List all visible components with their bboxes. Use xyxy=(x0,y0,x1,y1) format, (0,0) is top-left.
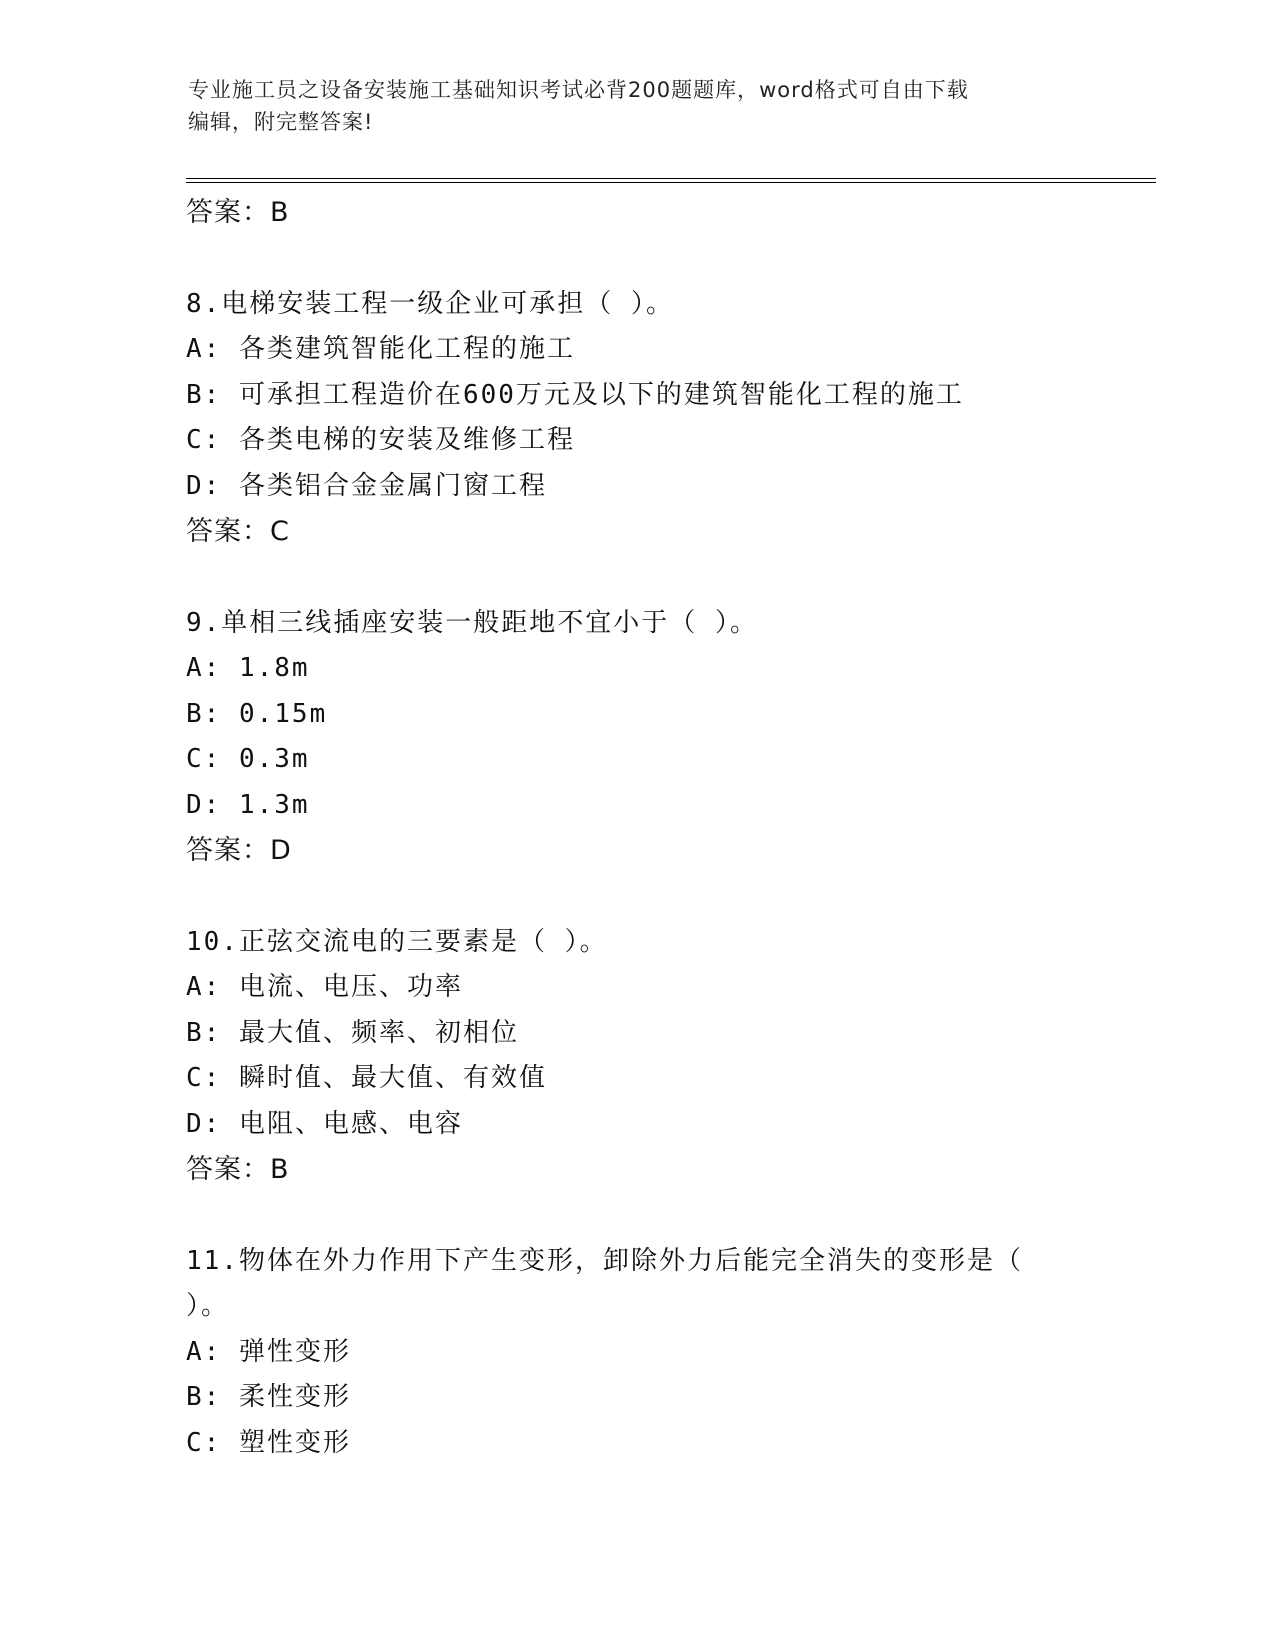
option-b: B: 可承担工程造价在600万元及以下的建筑智能化工程的施工 xyxy=(186,379,964,410)
answer-line: 答案：D xyxy=(186,835,292,866)
spacer xyxy=(186,555,1086,601)
option-a: A: 各类建筑智能化工程的施工 xyxy=(186,334,575,364)
question-block xyxy=(186,282,1086,555)
option-d: D: 1.3m xyxy=(186,789,310,820)
option-b: B: 0.15m xyxy=(186,698,328,729)
question-block xyxy=(186,601,1086,874)
option-c: C: 塑性变形 xyxy=(186,1427,351,1458)
answer-line: 答案：B xyxy=(186,1154,290,1185)
option-d: D: 各类铝合金金属门窗工程 xyxy=(186,470,547,501)
option-a: A: 1.8m xyxy=(186,653,310,683)
question-content xyxy=(186,190,1086,1466)
option-b: B: 柔性变形 xyxy=(186,1382,351,1412)
option-a: A: 弹性变形 xyxy=(186,1336,351,1367)
option-a: A: 电流、电压、功率 xyxy=(186,972,463,1002)
question-title-line-1: 11.物体在外力作用下产生变形，卸除外力后能完全消失的变形是（ xyxy=(186,1245,1023,1276)
option-c: C: 0.3m xyxy=(186,744,310,774)
option-b: B: 最大值、频率、初相位 xyxy=(186,1017,519,1048)
question-block xyxy=(186,1239,1086,1467)
spacer xyxy=(186,874,1086,920)
question-title: 10.正弦交流电的三要素是（ ）。 xyxy=(186,926,608,957)
header-line-1: 专业施工员之设备安装施工基础知识考试必背200题题库，word格式可自由下载 xyxy=(188,78,969,102)
answer-line: 答案：C xyxy=(186,516,290,547)
question-title: 9.单相三线插座安装一般距地不宜小于（ ）。 xyxy=(186,607,758,638)
spacer xyxy=(186,236,1086,282)
question-title-line-2: ）。 xyxy=(186,1291,230,1321)
option-d: D: 电阻、电感、电容 xyxy=(186,1108,463,1139)
option-c: C: 各类电梯的安装及维修工程 xyxy=(186,425,575,455)
spacer xyxy=(186,1193,1086,1239)
header-double-rule xyxy=(186,178,1156,183)
header-line-2: 编辑，附完整答案! xyxy=(188,110,374,134)
option-c: C: 瞬时值、最大值、有效值 xyxy=(186,1063,547,1093)
question-block xyxy=(186,920,1086,1193)
document-header xyxy=(188,74,1088,138)
answer-line: 答案：B xyxy=(186,197,290,228)
question-title: 8.电梯安装工程一级企业可承担（ ）。 xyxy=(186,288,674,319)
